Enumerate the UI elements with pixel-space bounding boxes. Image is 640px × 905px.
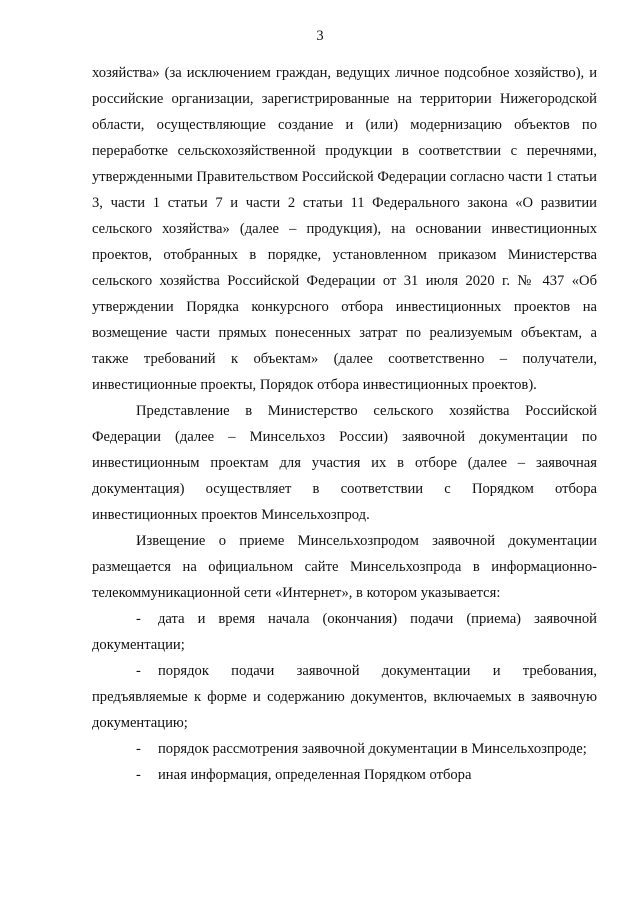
paragraph-notice: Извещение о приеме Минсельхозпродом заявочной документации размещается на официальном сайте Минсельхозпрода в информационно-телекоммуникационной сети «Интернет», в котором указывается:	[92, 533, 597, 601]
list-item-text: дата и время начала (окончания) подачи (приема) заявочной документации;	[92, 611, 597, 653]
paragraph-submission: Представление в Министерство сельского хозяйства Российской Федерации (далее – Минсельхоз России) заявочной документации по инвестиционным проектам для участия их в отборе (далее – заявочная документация) осуществляет в соответствии с Порядком отбора инвестиционных проектов Минсельхозпрод.	[92, 403, 597, 523]
bullet-dash: -	[136, 741, 141, 757]
document-body	[92, 60, 597, 788]
bullet-dash: -	[136, 611, 141, 627]
paragraph-continuation: хозяйства» (за исключением граждан, ведущих личное подсобное хозяйство), и российские организации, зарегистрированные на территории Нижегородской области, осуществляющие создание и (или) модернизацию объектов по переработке сельскохозяйственной продукции в соответствии с перечнями, утвержденными Правительством Российской Федерации согласно части 1 статьи 3, части 1 статьи 7 и части 2 статьи 11 Федерального закона «О развитии сельского хозяйства» (далее – продукция), на основании инвестиционных проектов, отобранных в порядке, установленном приказом Министерства сельского хозяйства Российской Федерации от 31 июля 2020 г. № 437 «Об утверждении Порядка конкурсного отбора инвестиционных проектов на возмещение части прямых понесенных затрат по реализуемым объектам, а также требований к объектам» (далее соответственно – получатели, инвестиционные проекты, Порядок отбора инвестиционных проектов).	[92, 65, 597, 393]
list-item	[92, 736, 597, 762]
page-number: 3	[316, 28, 324, 44]
list-item-text: порядок рассмотрения заявочной документации в Минсельхозпроде;	[158, 741, 587, 757]
list-item	[92, 762, 597, 788]
list-item	[92, 606, 597, 658]
list-item-text: иная информация, определенная Порядком отбора	[158, 767, 472, 783]
list-item	[92, 658, 597, 736]
bullet-dash: -	[136, 663, 141, 679]
list-item-text: порядок подачи заявочной документации и требования, предъявляемые к форме и содержанию документов, включаемых в заявочную документацию;	[92, 663, 597, 731]
bullet-dash: -	[136, 767, 141, 783]
